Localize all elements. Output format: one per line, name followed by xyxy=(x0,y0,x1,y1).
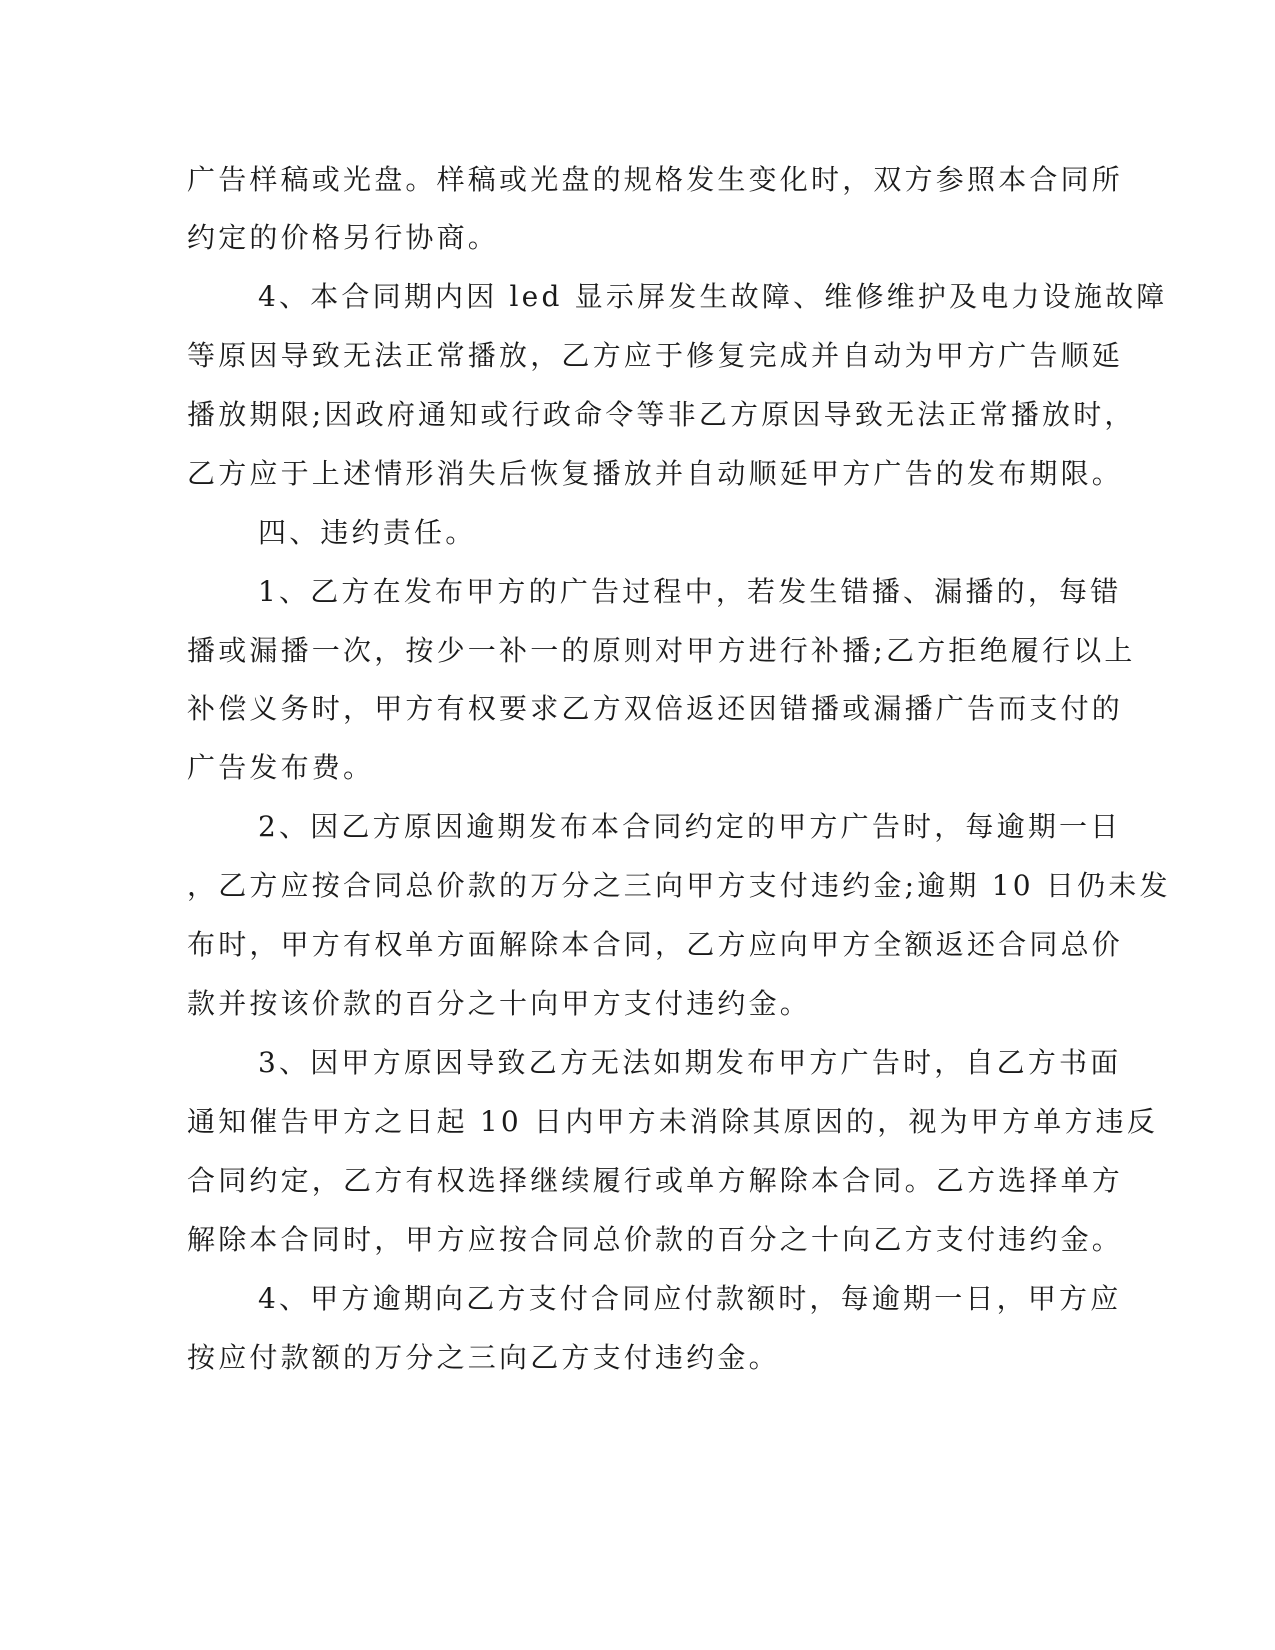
text-line: 布时，甲方有权单方面解除本合同，乙方应向甲方全额返还合同总价 xyxy=(187,928,1124,961)
text-line: 播放期限;因政府通知或行政命令等非乙方原因导致无法正常播放时， xyxy=(187,398,1136,431)
text-line: 播或漏播一次，按少一补一的原则对甲方进行补播;乙方拒绝履行以上 xyxy=(187,634,1136,667)
text-line: 等原因导致无法正常播放，乙方应于修复完成并自动为甲方广告顺延 xyxy=(187,339,1124,372)
text-line: ，乙方应按合同总价款的万分之三向甲方支付违约金;逾期 10 日仍未发 xyxy=(187,869,1171,902)
paragraph-start-line: 4、本合同期内因 led 显示屏发生故障、维修维护及电力设施故障 xyxy=(258,280,1168,313)
text-line: 约定的价格另行协商。 xyxy=(187,221,500,254)
text-line: 补偿义务时，甲方有权要求乙方双倍返还因错播或漏播广告而支付的 xyxy=(187,692,1124,725)
text-line: 合同约定，乙方有权选择继续履行或单方解除本合同。乙方选择单方 xyxy=(187,1164,1124,1197)
paragraph-start-line: 3、因甲方原因导致乙方无法如期发布甲方广告时，自乙方书面 xyxy=(258,1046,1122,1079)
text-line: 款并按该价款的百分之十向甲方支付违约金。 xyxy=(187,987,812,1020)
section-heading: 四、违约责任。 xyxy=(258,516,477,549)
text-line: 广告发布费。 xyxy=(187,751,375,784)
text-line: 广告样稿或光盘。样稿或光盘的规格发生变化时，双方参照本合同所 xyxy=(187,163,1124,196)
text-line: 通知催告甲方之日起 10 日内甲方未消除其原因的，视为甲方单方违反 xyxy=(187,1105,1159,1138)
paragraph-start-line: 4、甲方逾期向乙方支付合同应付款额时，每逾期一日，甲方应 xyxy=(258,1282,1122,1315)
paragraph-start-line: 2、因乙方原因逾期发布本合同约定的甲方广告时，每逾期一日 xyxy=(258,810,1122,843)
text-line: 乙方应于上述情形消失后恢复播放并自动顺延甲方广告的发布期限。 xyxy=(187,457,1124,490)
paragraph-start-line: 1、乙方在发布甲方的广告过程中，若发生错播、漏播的，每错 xyxy=(258,575,1122,608)
text-line: 按应付款额的万分之三向乙方支付违约金。 xyxy=(187,1341,780,1374)
text-line: 解除本合同时，甲方应按合同总价款的百分之十向乙方支付违约金。 xyxy=(187,1223,1124,1256)
